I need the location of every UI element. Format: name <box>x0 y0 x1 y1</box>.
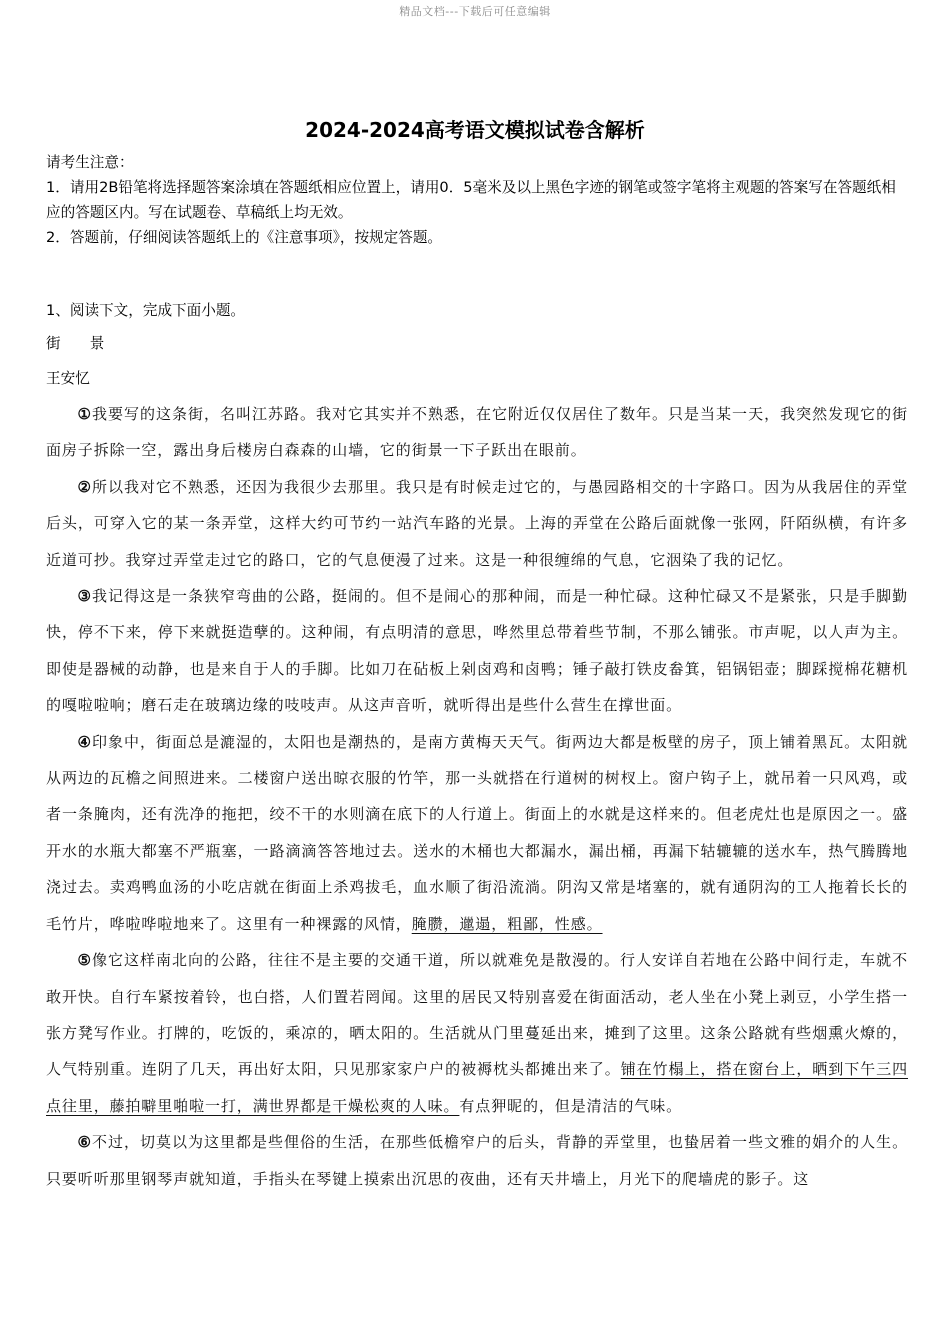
article-author: 王安忆 <box>46 370 90 387</box>
paragraph-4 <box>46 724 908 942</box>
paragraph-number: ④ <box>77 732 92 751</box>
paragraph-number: ② <box>77 477 92 496</box>
paragraph-text: 像它这样南北向的公路，往往不是主要的交通干道，所以就难免是散漫的。行人安详自若地在公路中间行走，车就不敢开快。自行车紧按着铃，也白搭，人们置若罔闻。这里的居民又特别喜爱在街面活动，老人坐在小凳上剥豆，小学生搭一张方凳写作业。打牌的，吃饭的，乘凉的，晒太阳的。生活就从门里蔓延出来，摊到了这里。这条公路就有些烟熏火燎的，人气特别重。连阴了几天，再出好太阳，只见那家家户户的被褥枕头都摊出来了。 <box>46 951 908 1079</box>
question-intro: 1、阅读下文，完成下面小题。 <box>46 302 246 319</box>
paragraph-1 <box>46 396 908 469</box>
paragraph-number: ③ <box>77 587 92 606</box>
paragraph-3 <box>46 578 908 724</box>
paragraph-5 <box>46 942 908 1124</box>
paragraph-text-tail: 有点狎昵的，但是清洁的气味。 <box>459 1096 683 1115</box>
notice-title: 请考生注意： <box>46 154 134 171</box>
paragraph-number: ① <box>77 405 92 423</box>
notice-item-1: 1．请用2B铅笔将选择题答案涂填在答题纸相应位置上，请用0．5毫米及以上黑色字迹的钢笔或签字笔将主观题的答案写在答题纸相应的答题区内。写在试题卷、草稿纸上均无效。 <box>46 179 896 221</box>
paragraph-text: 印象中，街面总是漉湿的，太阳也是潮热的，是南方黄梅天天气。街两边大都是板壁的房子，顶上铺着黑瓦。太阳就从两边的瓦檐之间照进来。二楼窗户送出晾衣服的竹竿，那一头就搭在行道树的树杈上。窗户钩子上，就吊着一只风鸡，或者一条腌肉，还有洗净的拖把，绞不干的水则滴在底下的人行道上。街面上的水就是这样来的。但老虎灶也是原因之一。盛开水的水瓶大都塞不严瓶塞，一路滴滴答答地过去。送水的木桶也大都漏水，漏出桶，再漏下轱辘辘的送水车，热气腾腾地浇过去。卖鸡鸭血汤的小吃店就在街面上杀鸡拔毛，血水顺了街沿流淌。阴沟又常是堵塞的，就有通阴沟的工人拖着长长的毛竹片，哗啦哗啦地来了。这里有一种裸露的风情， <box>46 732 908 933</box>
paragraph-number: ⑥ <box>77 1133 92 1152</box>
paragraph-number: ⑤ <box>77 951 92 970</box>
page-title: 2024-2024高考语文模拟试卷含解析 <box>305 118 645 142</box>
article-title: 街 景 <box>46 335 105 352</box>
underlined-text: 铺在竹榻上，搭在窗台上，晒到下午三四点往里，藤拍噼里啪啦一打，满世界都是干燥松爽的人味。 <box>46 1060 909 1115</box>
paragraph-2 <box>46 469 908 578</box>
header-watermark: 精品文档---下载后可任意编辑 <box>399 5 551 18</box>
notice-item-2: 2．答题前，仔细阅读答题纸上的《注意事项》，按规定答题。 <box>46 229 443 246</box>
paragraph-text: 不过，切莫以为这里都是些俚俗的生活，在那些低檐窄户的后头，背静的弄堂里，也蛰居着一些文雅的娟介的人生。只要听听那里钢琴声就知道，手指头在琴键上摸索出沉思的夜曲，还有天井墙上，月光下的爬墙虎的影子。这 <box>46 1133 908 1188</box>
exam-notice <box>46 150 908 250</box>
paragraph-text: 我记得这是一条狭窄弯曲的公路，挺闹的。但不是闹心的那种闹，而是一种忙碌。这种忙碌又不是紧张，只是手脚勤快，停不下来，停下来就挺造孽的。这种闹，有点明清的意思，哗然里总带着些节制，不那么铺张。市声呢，以人声为主。即使是器械的动静，也是来自于人的手脚。比如刀在砧板上剁卤鸡和卤鸭；锤子敲打铁皮畚箕，铝锅铝壶；脚踩搅棉花糖机的嘎啦啦响；磨石走在玻璃边缘的吱吱声。从这声音听，就听得出是些什么营生在撑世面。 <box>46 587 908 715</box>
underlined-text: 腌臜，邋遢，粗鄙，性感。 <box>411 914 603 933</box>
paragraph-text: 所以我对它不熟悉，还因为我很少去那里。我只是有时候走过它的，与愚园路相交的十字路口。因为从我居住的弄堂后头，可穿入它的某一条弄堂，这样大约可节约一站汽车路的光景。上海的弄堂在公路后面就像一张网，阡陌纵横，有许多近道可抄。我穿过弄堂走过它的路口，它的气息便漫了过来。这是一种很缠绵的气息，它洇染了我的记忆。 <box>46 477 908 569</box>
paragraph-text: 我要写的这条街，名叫江苏路。我对它其实并不熟悉，在它附近仅仅居住了数年。只是当某一天，我突然发现它的街面房子拆除一空，露出身后楼房白森森的山墙，它的街景一下子跃出在眼前。 <box>46 405 908 460</box>
article-body <box>46 396 908 1197</box>
paragraph-6 <box>46 1124 908 1197</box>
